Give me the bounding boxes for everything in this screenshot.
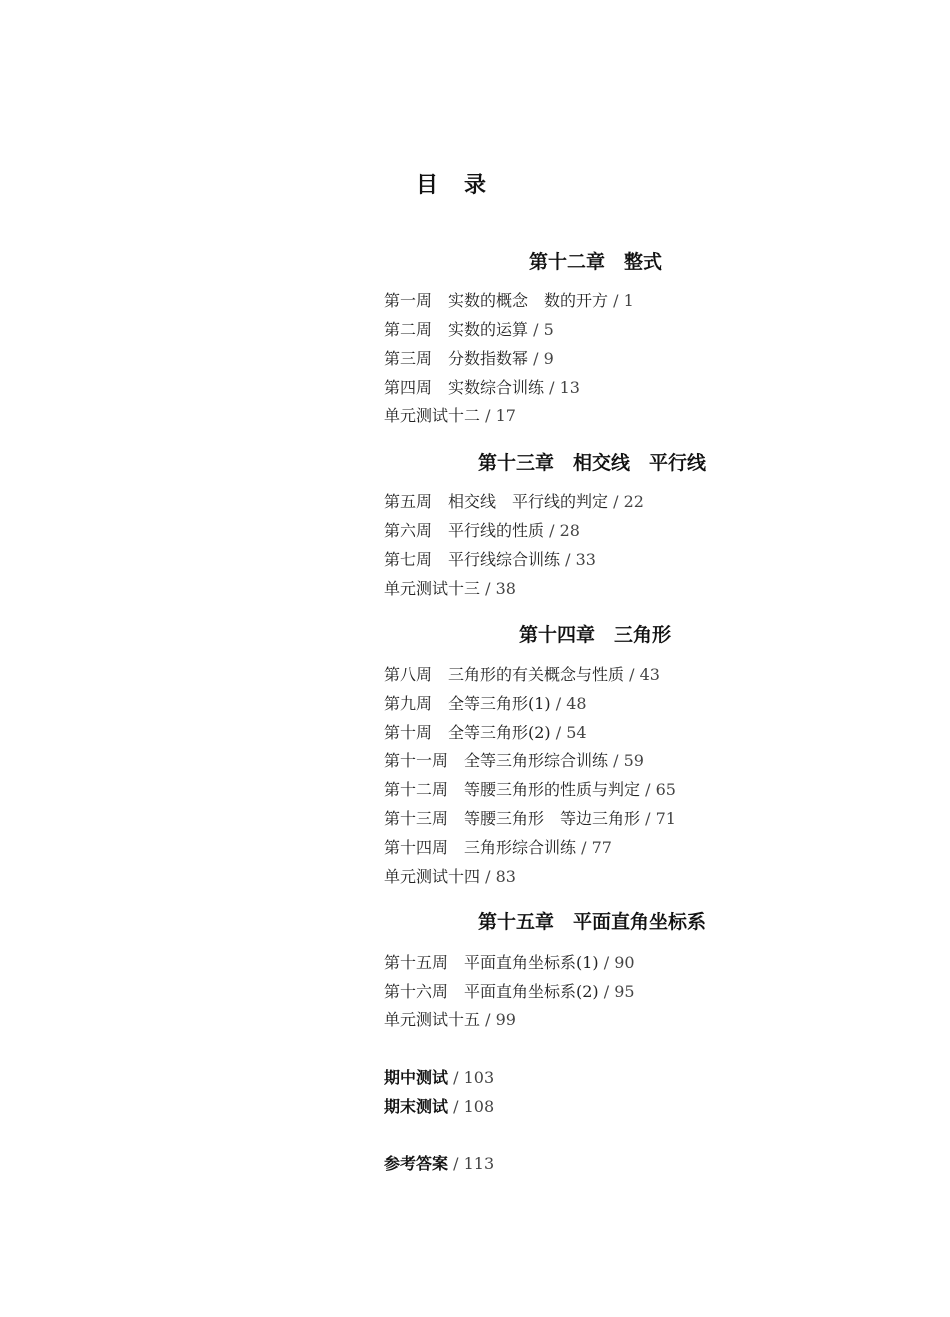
page-number: / 90 [598,953,635,972]
entry-label: 参考答案 [384,1154,449,1173]
toc-entry-midterm[interactable] [384,1068,494,1088]
page-number: / 65 [640,780,676,799]
entry-label: 第十二周 等腰三角形的性质与判定 [384,780,641,799]
page-number: / 48 [550,694,587,713]
entry-label: 第十六周 平面直角坐标系(2) [384,982,599,1001]
entry-label: 第十一周 全等三角形综合训练 [384,751,609,770]
toc-entry[interactable] [384,550,596,570]
entry-label: 第二周 实数的运算 [384,320,529,339]
page-number: / 28 [544,521,580,540]
entry-label: 第一周 实数的概念 数的开方 [384,291,609,310]
chapter-heading: 第十五章 平面直角坐标系 [478,911,707,933]
page-number: / 83 [480,867,516,886]
page-number: / 1 [608,291,634,310]
page-number: / 77 [576,838,612,857]
page-number: / 103 [448,1068,495,1087]
entry-label: 第十三周 等腰三角形 等边三角形 [384,809,641,828]
entry-label: 期末测试 [384,1097,449,1116]
page-number: / 99 [480,1010,516,1029]
toc-entry[interactable] [384,579,516,599]
toc-entry[interactable] [384,723,587,743]
toc-title: 目 录 [416,173,489,198]
toc-entry[interactable] [384,320,554,340]
page-number: / 22 [608,492,644,511]
entry-label: 第三周 分数指数幂 [384,349,529,368]
page-number: / 9 [528,349,554,368]
entry-label: 单元测试十四 [384,867,481,886]
toc-entry[interactable] [384,378,580,398]
entry-label: 第四周 实数综合训练 [384,378,545,397]
entry-label: 第十周 全等三角形(2) [384,723,551,742]
toc-entry-final[interactable] [384,1097,494,1117]
toc-entry[interactable] [384,406,516,426]
page-number: / 54 [550,723,587,742]
page-number: / 59 [608,751,644,770]
entry-label: 第五周 相交线 平行线的判定 [384,492,609,511]
page-number: / 13 [544,378,580,397]
toc-entry[interactable] [384,982,635,1002]
page-number: / 108 [448,1097,495,1116]
entry-label: 单元测试十三 [384,579,481,598]
page-number: / 38 [480,579,516,598]
toc-entry[interactable] [384,521,580,541]
toc-entry[interactable] [384,665,660,685]
chapter-heading: 第十三章 相交线 平行线 [478,452,707,474]
entry-label: 第六周 平行线的性质 [384,521,545,540]
toc-entry[interactable] [384,1010,516,1030]
toc-entry[interactable] [384,492,644,512]
entry-label: 第十四周 三角形综合训练 [384,838,577,857]
toc-entry[interactable] [384,291,634,311]
toc-entry[interactable] [384,867,516,887]
page-number: / 113 [448,1154,495,1173]
toc-entry[interactable] [384,349,554,369]
page-number: / 71 [640,809,676,828]
page-number: / 43 [624,665,660,684]
toc-entry-answers[interactable] [384,1154,494,1174]
entry-label: 期中测试 [384,1068,449,1087]
toc-entry[interactable] [384,809,676,829]
chapter-heading: 第十四章 三角形 [519,624,672,646]
entry-label: 第七周 平行线综合训练 [384,550,561,569]
toc-entry[interactable] [384,953,635,973]
chapter-heading: 第十二章 整式 [529,251,663,273]
toc-entry[interactable] [384,780,676,800]
page-number: / 5 [528,320,554,339]
toc-entry[interactable] [384,838,612,858]
page-number: / 17 [480,406,516,425]
page-number: / 95 [598,982,635,1001]
entry-label: 第九周 全等三角形(1) [384,694,551,713]
page-number: / 33 [560,550,596,569]
entry-label: 单元测试十二 [384,406,481,425]
entry-label: 第十五周 平面直角坐标系(1) [384,953,599,972]
toc-entry[interactable] [384,694,587,714]
entry-label: 第八周 三角形的有关概念与性质 [384,665,625,684]
entry-label: 单元测试十五 [384,1010,481,1029]
toc-entry[interactable] [384,751,644,771]
